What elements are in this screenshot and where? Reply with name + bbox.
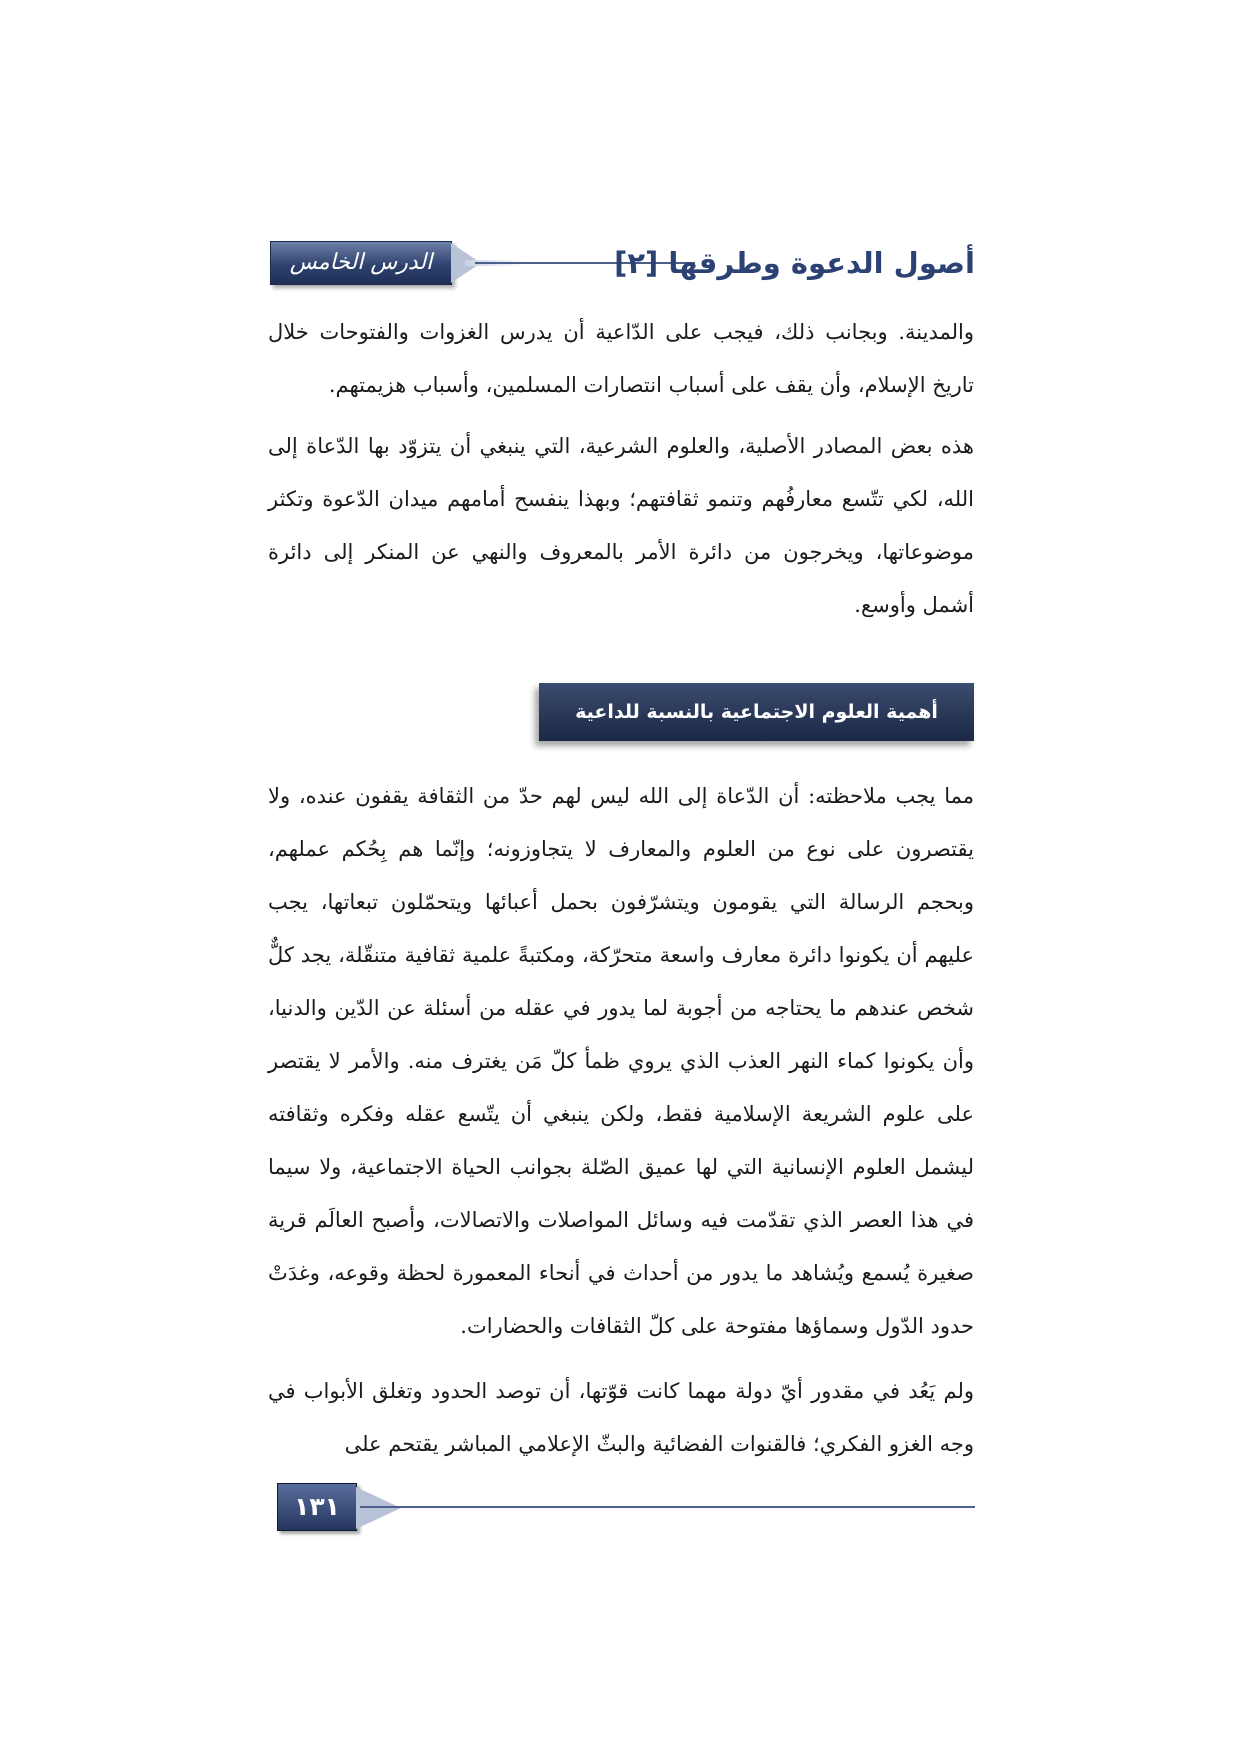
- book-title: أصول الدعوة وطرقها [٢]: [614, 246, 975, 280]
- paragraph-3: مما يجب ملاحظته: أن الدّعاة إلى الله ليس لهم حدّ من الثقافة يقفون عنده، ولا يقتصرون على نوع من العلوم والمعارف لا يتجاوزونه؛ وإنّما هم بِحُكم عملهم، وبحجم الرسالة التي يقومون ويتشرّفون بحمل أعبائها ويتحمّلون تبعاتها، يجب عليهم أن يكونوا دائرة معارف واسعة متحرّكة، ومكتبةً علمية ثقافية متنقّلة، يجد كلٌّ شخص عندهم ما يحتاجه من أجوبة لما يدور في عقله من أسئلة عن الدّين والدنيا، وأن يكونوا كماء النهر العذب الذي يروي ظمأ كلّ مَن يغترف منه. والأمر لا يقتصر على علوم الشريعة الإسلامية فقط، ولكن ينبغي أن يتّسع عقله وفكره وثقافته ليشمل العلوم الإنسانية التي لها عميق الصّلة بجوانب الحياة الاجتماعية، ولا سيما في هذا العصر الذي تقدّمت فيه وسائل المواصلات والاتصالات، وأصبح العالَم قرية صغيرة يُسمع ويُشاهد ما يدور من أحداث في أنحاء المعمورة لحظة وقوعه، وغدَتْ حدود الدّول وسماؤها مفتوحة على كلّ الثقافات والحضارات.: [268, 784, 974, 1338]
- page-number-shadow: [356, 1487, 401, 1529]
- paragraph-4: ولم يَعُد في مقدور أيّ دولة مهما كانت قوّتها، أن توصد الحدود وتغلق الأبواب في وجه الغزو الفكري؛ فالقنوات الفضائية والبثّ الإعلامي المباشر يقتحم على: [268, 1379, 974, 1456]
- paragraph-2: هذه بعض المصادر الأصلية، والعلوم الشرعية، التي ينبغي أن يتزوّد بها الدّعاة إلى الله، لكي تتّسع معارفُهم وتنمو ثقافتهم؛ وبهذا ينفسح أمامهم ميدان الدّعوة وتكثر موضوعاتها، ويخرجون من دائرة الأمر بالمعروف والنهي عن المنكر إلى دائرة أشمل وأوسع.: [268, 434, 974, 617]
- lesson-label: الدرس الخامس: [270, 241, 452, 285]
- section-heading: أهمية العلوم الاجتماعية بالنسبة للداعية المسلم: [539, 683, 974, 741]
- page-header: [270, 238, 975, 288]
- footer-rule: [360, 1506, 975, 1508]
- paragraph-1: والمدينة. وبجانب ذلك، فيجب على الدّاعية أن يدرس الغزوات والفتوحات خلال تاريخ الإسلام، وأن يقف على أسباب انتصارات المسلمين، وأسباب هزيمتهم.: [268, 320, 974, 397]
- page-number: ١٣١: [277, 1483, 357, 1531]
